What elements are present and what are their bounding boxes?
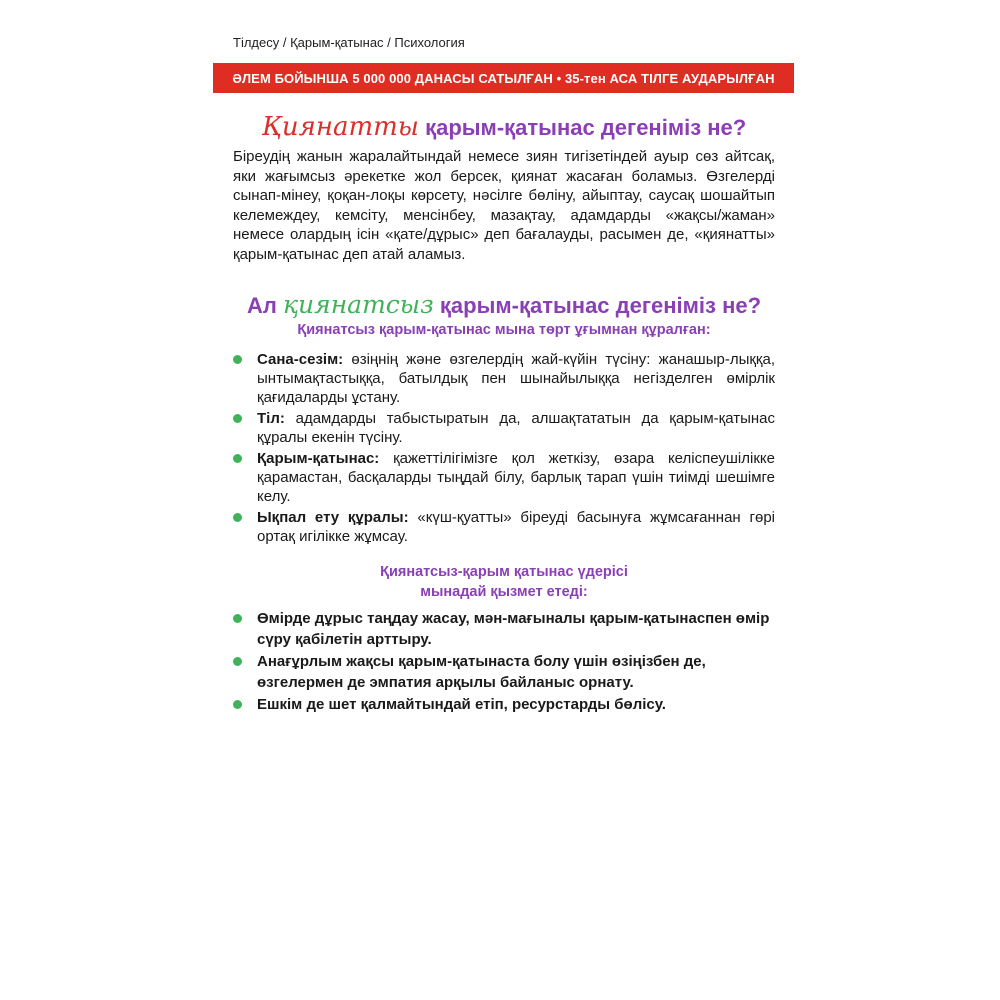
concept-term: Сана-сезім: (257, 351, 344, 368)
benefit-text: Анағұрлым жақсы қарым-қатынаста болу үшін өзіңізбен де, өзгелермен де эмпатия арқылы байланыс орнату. (257, 653, 706, 691)
heading-prefix: Ал (246, 293, 283, 318)
benefit-text: Өмірде дұрыс таңдау жасау, мән-мағыналы қарым-қатынаспен өмір сүру қабілетін арттыру. (257, 610, 770, 648)
sales-banner-text: ӘЛЕМ БОЙЫНША 5 000 000 ДАНАСЫ САТЫЛҒАН • 35-тен АСА ТІЛГЕ АУДАРЫЛҒАН (232, 70, 775, 86)
list-item (233, 449, 775, 506)
list-item (233, 694, 775, 715)
breadcrumb: Тілдесу / Қарым-қатынас / Психология (233, 35, 465, 50)
heading-script-word: қиянатсыз (282, 290, 434, 319)
concepts-list (233, 350, 775, 548)
process-subtitle (233, 562, 775, 602)
bullet-icon (233, 355, 242, 364)
sales-banner (213, 63, 794, 93)
bullet-icon (233, 700, 242, 709)
list-item (233, 651, 775, 693)
list-item (233, 508, 775, 546)
bullet-icon (233, 513, 242, 522)
process-subtitle-line1: Қиянатсыз-қарым қатынас үдерісі (380, 564, 628, 580)
heading-rest: қарым-қатынас дегеніміз не? (418, 115, 747, 140)
process-subtitle-line2: мынадай қызмет етеді: (420, 584, 588, 600)
concept-text: адамдарды табыстыратын да, алшақтататын да қарым-қатынас құралы екенін түсіну. (257, 410, 775, 446)
concept-term: Тіл: (257, 410, 285, 427)
definition-paragraph: Біреудің жанын жаралайтындай немесе зиян тигізетіндей ауыр сөз айтсақ, яки жағымсыз әрекетке жол берсек, қиянат жасаған боламыз. Өзгелерді сынап-мінеу, қоқан-лоқы көрсету, нәсілге бөліну, айыптау, саусақ шошайтып келемеждеу, кемсіту, менсінбеу, мазақтау, адамдарды «жақсы/жаман» немесе олардың ісін «қате/дұрыс» деп бағалауды, расымен де, «қиянатты» қарым-қатынас деп атай аламыз. (233, 148, 775, 263)
list-item (233, 409, 775, 447)
heading-script-word: Қиянатты (261, 112, 419, 142)
bullet-icon (233, 414, 242, 423)
concept-term: Ықпал ету құралы: (257, 509, 409, 526)
heading-abusive-communication (233, 112, 775, 142)
concept-text: қажеттілігімізге қол жеткізу, өзара келіспеушілікке қарамастан, басқаларды тыңдай білу, барлық тарап үшін тиімді шешімге келу. (257, 450, 775, 505)
heading-nonviolent-communication (233, 290, 775, 319)
concept-term: Қарым-қатынас: (257, 450, 380, 467)
list-item (233, 350, 775, 407)
benefit-text: Ешкім де шет қалмайтындай етіп, ресурстарды бөлісу. (257, 696, 666, 713)
concept-text: «күш-қуатты» біреуді басынуға жұмсағаннан гөрі ортақ игілікке жұмсау. (257, 509, 775, 545)
list-item (233, 608, 775, 650)
benefits-list (233, 608, 775, 716)
heading-rest: қарым-қатынас дегеніміз не? (433, 293, 762, 318)
four-concepts-subtitle: Қиянатсыз қарым-қатынас мына төрт ұғымнан құралған: (297, 322, 711, 338)
concept-text: өзіңнің және өзгелердің жай-күйін түсіну: жанашыр-лыққа, ынтымақтастыққа, батылдық пен шынайылыққа негізделген өмірлік қағидаларды ұстану. (257, 351, 775, 406)
bullet-icon (233, 454, 242, 463)
bullet-icon (233, 614, 242, 623)
bullet-icon (233, 657, 242, 666)
